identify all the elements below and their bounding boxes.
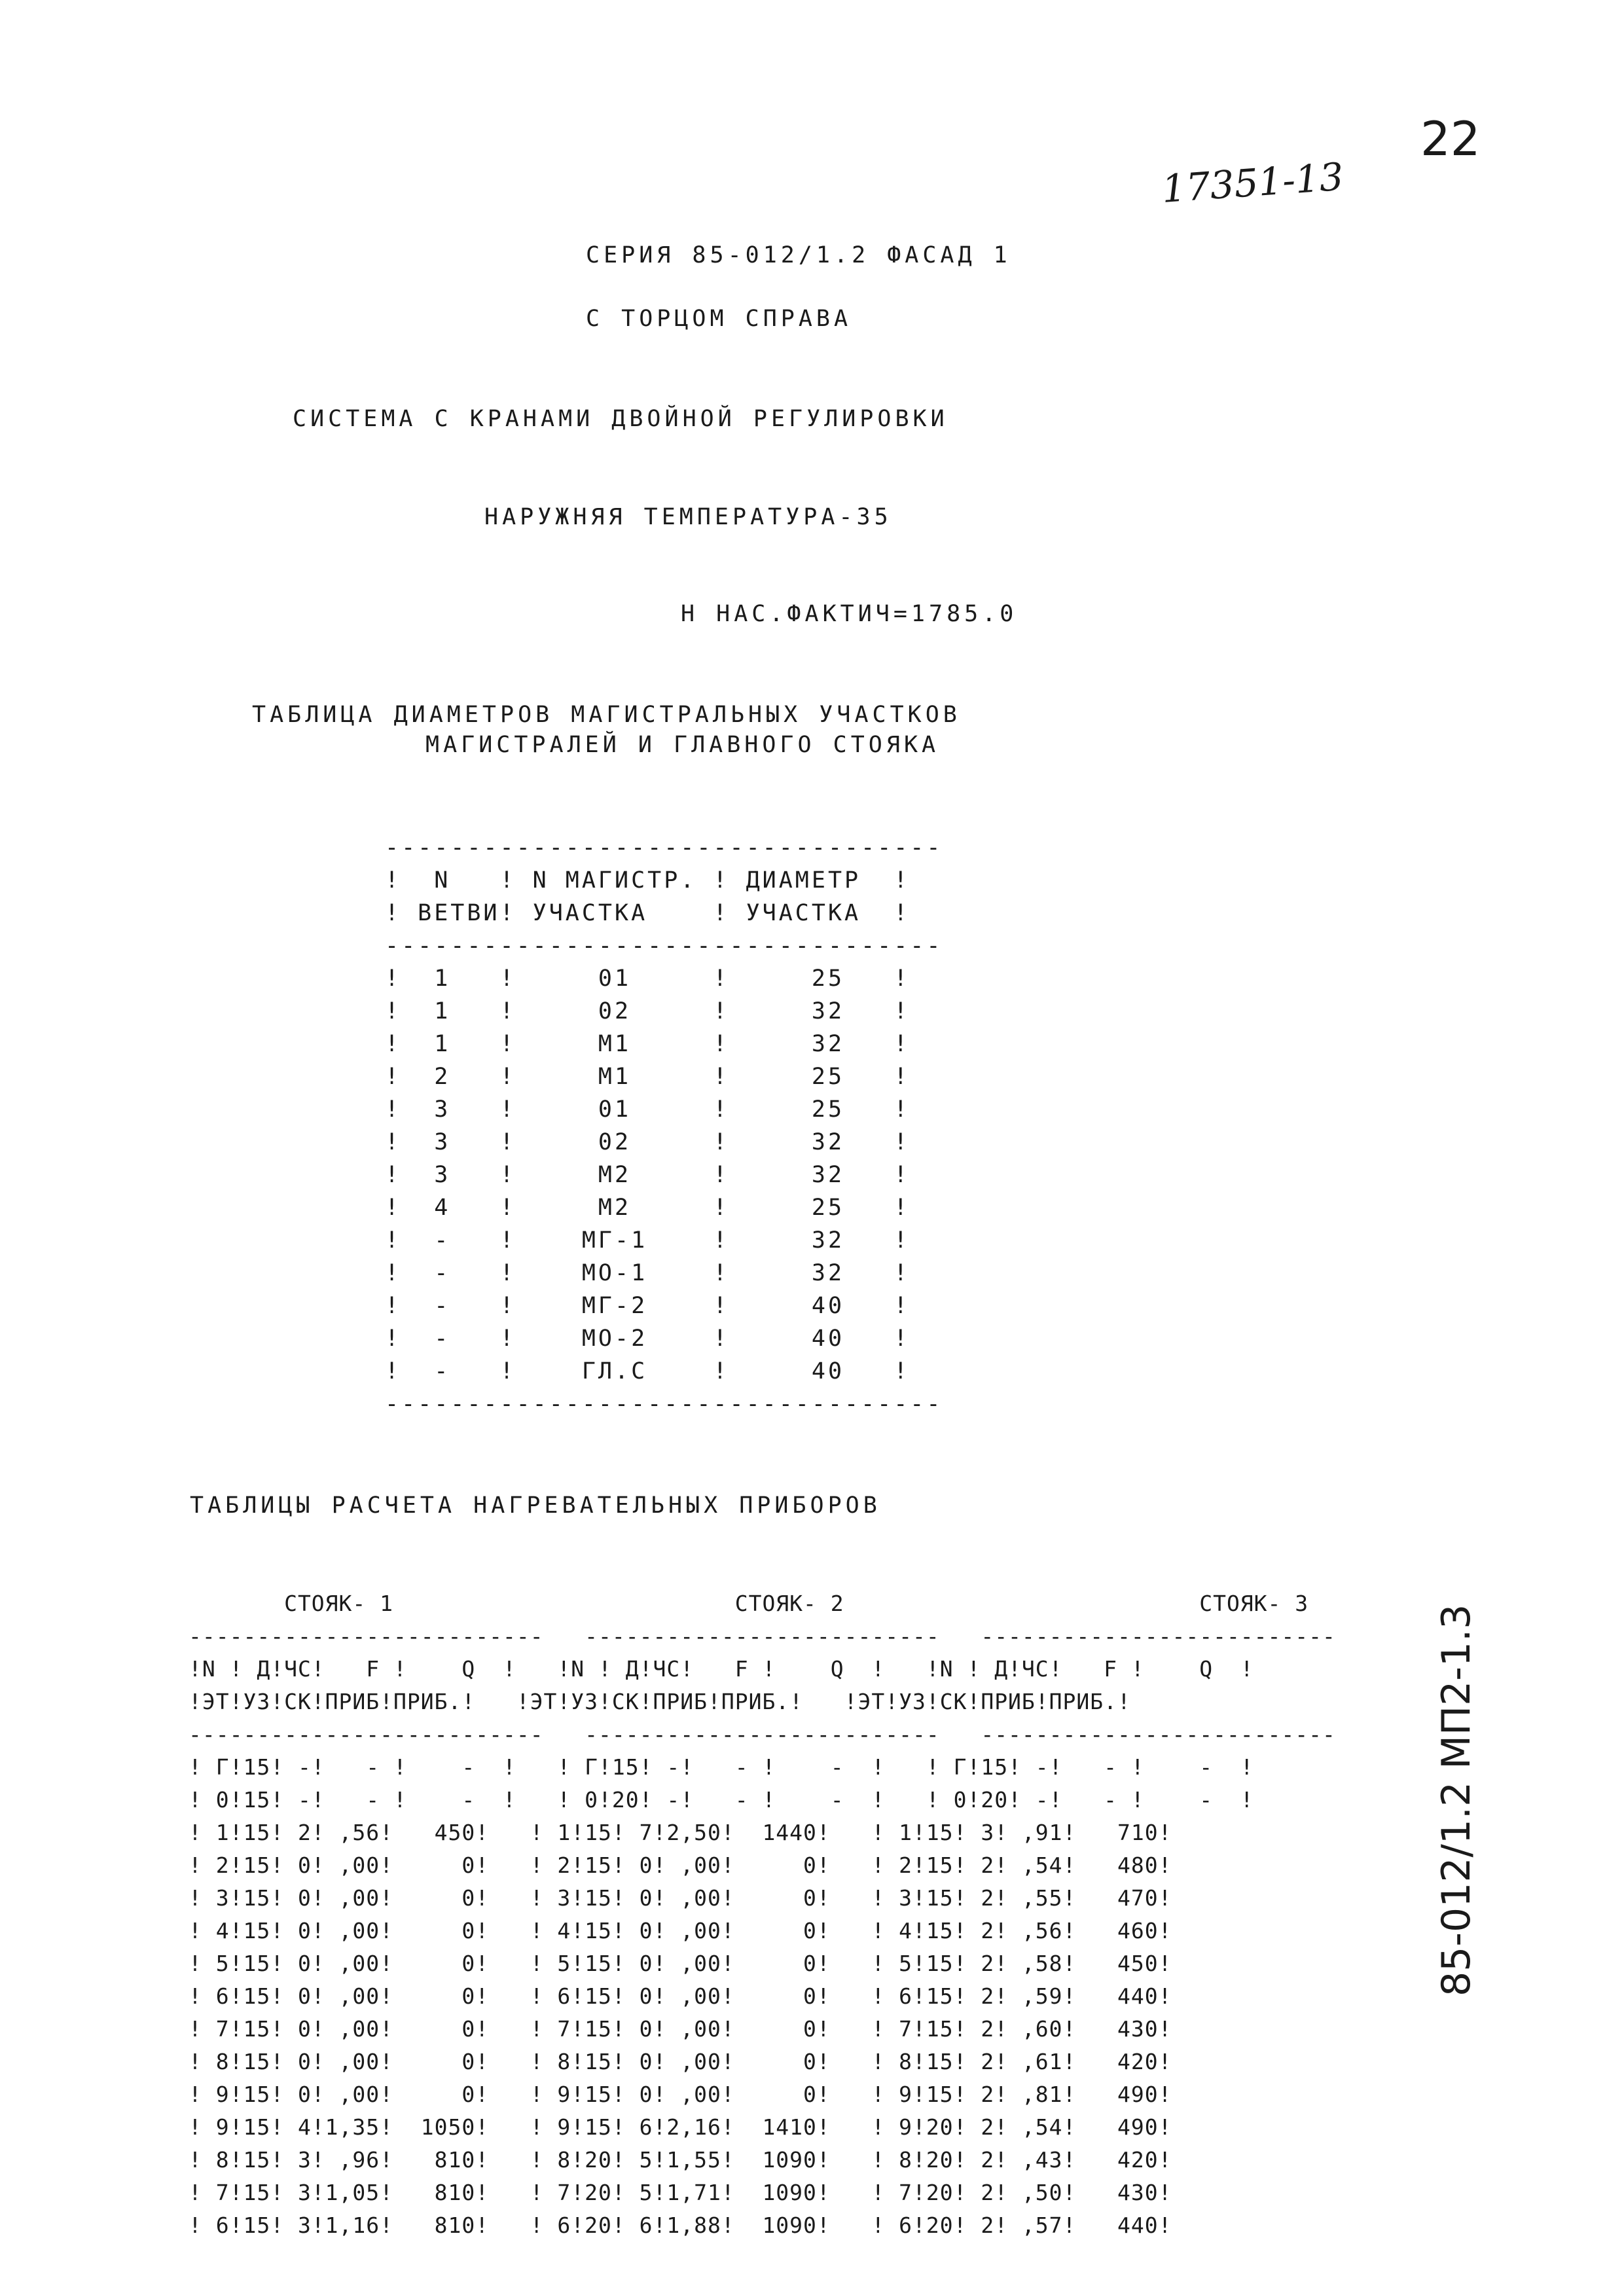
diameter-table-title-line2: МАГИСТРАЛЕЙ И ГЛАВНОГО СТОЯКА [425, 732, 940, 758]
table-row: ! - ! ГЛ.С ! 40 ! [385, 1358, 911, 1384]
table-row: ! - ! МО-2 ! 40 ! [385, 1326, 911, 1352]
table-row: ! 8!15! 3! ,96! 810! ! 8!20! 5!1,55! 1090! ! 8!20! 2! ,43! 420! [189, 2147, 1172, 2173]
diameter-table-title-line1: ТАБЛИЦА ДИАМЕТРОВ МАГИСТРАЛЬНЫХ УЧАСТКОВ [252, 702, 961, 728]
table-row: СТОЯК- 1 СТОЯК- 2 СТОЯК- 3 [189, 1591, 1309, 1616]
table-row: ! 9!15! 0! ,00! 0! ! 9!15! 0! ,00! 0! ! 9!15! 2! ,81! 490! [189, 2082, 1172, 2107]
table-row: ---------------------------------- [385, 1391, 943, 1417]
table-row: ! 1 ! 01 ! 25 ! [385, 966, 911, 992]
end-side-heading: С ТОРЦОМ СПРАВА [586, 306, 852, 332]
table-row: ! 2!15! 0! ,00! 0! ! 2!15! 0! ,00! 0! ! 2!15! 2! ,54! 480! [189, 1852, 1172, 1878]
table-row: ! 3 ! М2 ! 32 ! [385, 1162, 911, 1188]
diameter-table [385, 831, 943, 1420]
table-row: ! 6!15! 0! ,00! 0! ! 6!15! 0! ,00! 0! ! 6!15! 2! ,59! 440! [189, 1983, 1172, 2009]
table-row: ! 8!15! 0! ,00! 0! ! 8!15! 0! ,00! 0! ! 8!15! 2! ,61! 420! [189, 2049, 1172, 2074]
table-row: ! 2 ! М1 ! 25 ! [385, 1064, 911, 1090]
table-row: ---------------------------------- [385, 933, 943, 959]
table-row: ! 1 ! 02 ! 32 ! [385, 998, 911, 1024]
table-row: -------------------------- -------------------------- -------------------------- [189, 1722, 1336, 1747]
table-row: -------------------------- -------------------------- -------------------------- [189, 1623, 1336, 1649]
handwritten-document-number: 17351-13 [1160, 154, 1345, 211]
table-row: ! 4 ! М2 ! 25 ! [385, 1195, 911, 1221]
system-heading: СИСТЕМА С КРАНАМИ ДВОЙНОЙ РЕГУЛИРОВКИ [293, 406, 948, 432]
temperature-heading: НАРУЖНЯЯ ТЕМПЕРАТУРА-35 [484, 504, 892, 530]
table-row: ! 9!15! 4!1,35! 1050! ! 9!15! 6!2,16! 1410! ! 9!20! 2! ,54! 490! [189, 2114, 1172, 2140]
series-heading: СЕРИЯ 85-012/1.2 ФАСАД 1 [586, 242, 1011, 268]
table-row: ! 6!15! 3!1,16! 810! ! 6!20! 6!1,88! 1090! ! 6!20! 2! ,57! 440! [189, 2212, 1172, 2238]
table-row: ! 4!15! 0! ,00! 0! ! 4!15! 0! ,00! 0! ! 4!15! 2! ,56! 460! [189, 1918, 1172, 1943]
table-row: ! 3 ! 02 ! 32 ! [385, 1129, 911, 1155]
table-row: ! - ! МГ-1 ! 32 ! [385, 1227, 911, 1254]
heater-calculation-table [189, 1587, 1336, 2242]
table-row: ! - ! МГ-2 ! 40 ! [385, 1293, 911, 1319]
page-number: 22 [1420, 111, 1481, 166]
table-row: ! - ! МО-1 ! 32 ! [385, 1260, 911, 1286]
table-row: !ЭТ!УЗ!СК!ПРИБ!ПРИБ.! !ЭТ!УЗ!СК!ПРИБ!ПРИБ.! !ЭТ!УЗ!СК!ПРИБ!ПРИБ.! [189, 1689, 1131, 1714]
table-row: ! 7!15! 3!1,05! 810! ! 7!20! 5!1,71! 1090! ! 7!20! 2! ,50! 430! [189, 2180, 1172, 2205]
table-row: !N ! Д!ЧС! F ! Q ! !N ! Д!ЧС! F ! Q ! !N ! Д!ЧС! F ! Q ! [189, 1656, 1254, 1682]
table-row: ! 7!15! 0! ,00! 0! ! 7!15! 0! ,00! 0! ! 7!15! 2! ,60! 430! [189, 2016, 1172, 2042]
table-row: ! 1!15! 2! ,56! 450! ! 1!15! 7!2,50! 1440! ! 1!15! 3! ,91! 710! [189, 1820, 1172, 1845]
pressure-heading: Н НАС.ФАКТИЧ=1785.0 [681, 601, 1018, 627]
table-row: ! Г!15! -! - ! - ! ! Г!15! -! - ! - ! ! Г!15! -! - ! - ! [189, 1754, 1254, 1780]
table-row: ! 5!15! 0! ,00! 0! ! 5!15! 0! ,00! 0! ! 5!15! 2! ,58! 450! [189, 1951, 1172, 1976]
table-row: ! ВЕТВИ! УЧАСТКА ! УЧАСТКА ! [385, 900, 911, 926]
table-row: ---------------------------------- [385, 835, 943, 861]
table-row: ! 0!15! -! - ! - ! ! 0!20! -! - ! - ! ! 0!20! -! - ! - ! [189, 1787, 1254, 1813]
table-row: ! N ! N МАГИСТР. ! ДИАМЕТР ! [385, 867, 911, 894]
heater-table-title: ТАБЛИЦЫ РАСЧЕТА НАГРЕВАТЕЛЬНЫХ ПРИБОРОВ [190, 1492, 881, 1519]
table-row: ! 1 ! М1 ! 32 ! [385, 1031, 911, 1057]
table-row: ! 3 ! 01 ! 25 ! [385, 1096, 911, 1123]
side-stamp: 85-012/1.2 МП2-1.3 [1434, 1604, 1479, 1996]
table-row: ! 3!15! 0! ,00! 0! ! 3!15! 0! ,00! 0! ! 3!15! 2! ,55! 470! [189, 1885, 1172, 1911]
